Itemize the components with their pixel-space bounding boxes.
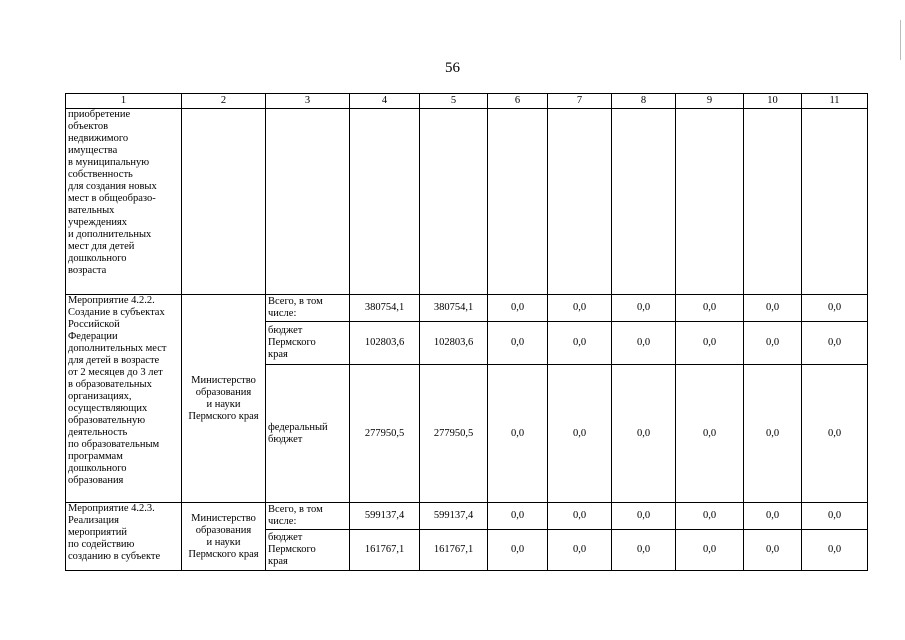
activity-cell: Мероприятие 4.2.2. Создание в субъектах Российской Федерации дополнительных мест для детей в возрасте от 2 месяцев до 3 лет в образовательных организациях, осуществляющих образовательную деятельность по образовательным программам дошкольного образования xyxy=(66,295,182,503)
value-cell: 0,0 xyxy=(488,295,548,322)
column-header: 5 xyxy=(420,94,488,109)
source-cell: Всего, в том числе: xyxy=(266,503,350,530)
value-cell: 0,0 xyxy=(676,365,744,503)
column-header: 8 xyxy=(612,94,676,109)
value-cell: 0,0 xyxy=(548,295,612,322)
value-cell: 161767,1 xyxy=(350,530,420,571)
value-cell xyxy=(420,109,488,295)
activity-cell: Мероприятие 4.2.3. Реализация мероприятий по содействию созданию в субъекте xyxy=(66,503,182,571)
value-cell: 380754,1 xyxy=(420,295,488,322)
value-cell: 0,0 xyxy=(676,322,744,365)
source-cell xyxy=(266,109,350,295)
value-cell: 161767,1 xyxy=(420,530,488,571)
value-cell: 0,0 xyxy=(488,530,548,571)
column-header: 2 xyxy=(182,94,266,109)
column-number-row xyxy=(66,94,868,109)
value-cell: 0,0 xyxy=(744,530,802,571)
activity-cell: приобретение объектов недвижимого имущества в муниципальную собственность для создания новых мест в общеобразо- вательных учреждениях и дополнительных мест для детей дошкольного возраста xyxy=(66,109,182,295)
value-cell: 0,0 xyxy=(744,503,802,530)
value-cell: 0,0 xyxy=(612,530,676,571)
column-header: 4 xyxy=(350,94,420,109)
column-header: 11 xyxy=(802,94,868,109)
value-cell: 0,0 xyxy=(744,365,802,503)
table-row xyxy=(66,109,868,295)
value-cell: 0,0 xyxy=(676,503,744,530)
executor-cell: Министерство образования и науки Пермского края xyxy=(182,503,266,571)
value-cell xyxy=(744,109,802,295)
value-cell: 0,0 xyxy=(744,322,802,365)
value-cell xyxy=(548,109,612,295)
value-cell: 0,0 xyxy=(802,503,868,530)
value-cell: 0,0 xyxy=(676,295,744,322)
column-header: 9 xyxy=(676,94,744,109)
value-cell xyxy=(802,109,868,295)
value-cell: 0,0 xyxy=(488,503,548,530)
value-cell: 0,0 xyxy=(612,365,676,503)
column-header: 6 xyxy=(488,94,548,109)
value-cell: 0,0 xyxy=(548,503,612,530)
table-row xyxy=(66,503,868,530)
table-row xyxy=(66,295,868,322)
value-cell: 0,0 xyxy=(802,530,868,571)
column-header: 7 xyxy=(548,94,612,109)
value-cell: 0,0 xyxy=(802,295,868,322)
value-cell: 0,0 xyxy=(488,365,548,503)
value-cell: 277950,5 xyxy=(420,365,488,503)
column-header: 1 xyxy=(66,94,182,109)
value-cell: 0,0 xyxy=(548,530,612,571)
value-cell: 0,0 xyxy=(676,530,744,571)
value-cell: 0,0 xyxy=(612,295,676,322)
executor-cell: Министерство образования и науки Пермского края xyxy=(182,295,266,503)
value-cell: 0,0 xyxy=(802,322,868,365)
column-header: 3 xyxy=(266,94,350,109)
value-cell: 0,0 xyxy=(612,322,676,365)
value-cell: 0,0 xyxy=(744,295,802,322)
value-cell: 599137,4 xyxy=(420,503,488,530)
value-cell: 102803,6 xyxy=(350,322,420,365)
value-cell xyxy=(488,109,548,295)
value-cell: 102803,6 xyxy=(420,322,488,365)
value-cell: 380754,1 xyxy=(350,295,420,322)
value-cell: 599137,4 xyxy=(350,503,420,530)
value-cell: 0,0 xyxy=(612,503,676,530)
source-cell: бюджет Пермского края xyxy=(266,530,350,571)
value-cell xyxy=(676,109,744,295)
source-cell: федеральный бюджет xyxy=(266,365,350,503)
page-number: 56 xyxy=(445,60,460,76)
value-cell: 0,0 xyxy=(548,322,612,365)
value-cell: 0,0 xyxy=(548,365,612,503)
executor-cell xyxy=(182,109,266,295)
budget-table xyxy=(65,93,868,571)
source-cell: Всего, в том числе: xyxy=(266,295,350,322)
value-cell: 0,0 xyxy=(802,365,868,503)
value-cell: 0,0 xyxy=(488,322,548,365)
value-cell xyxy=(350,109,420,295)
value-cell: 277950,5 xyxy=(350,365,420,503)
value-cell xyxy=(612,109,676,295)
scan-edge-line xyxy=(900,20,901,60)
source-cell: бюджет Пермского края xyxy=(266,322,350,365)
column-header: 10 xyxy=(744,94,802,109)
